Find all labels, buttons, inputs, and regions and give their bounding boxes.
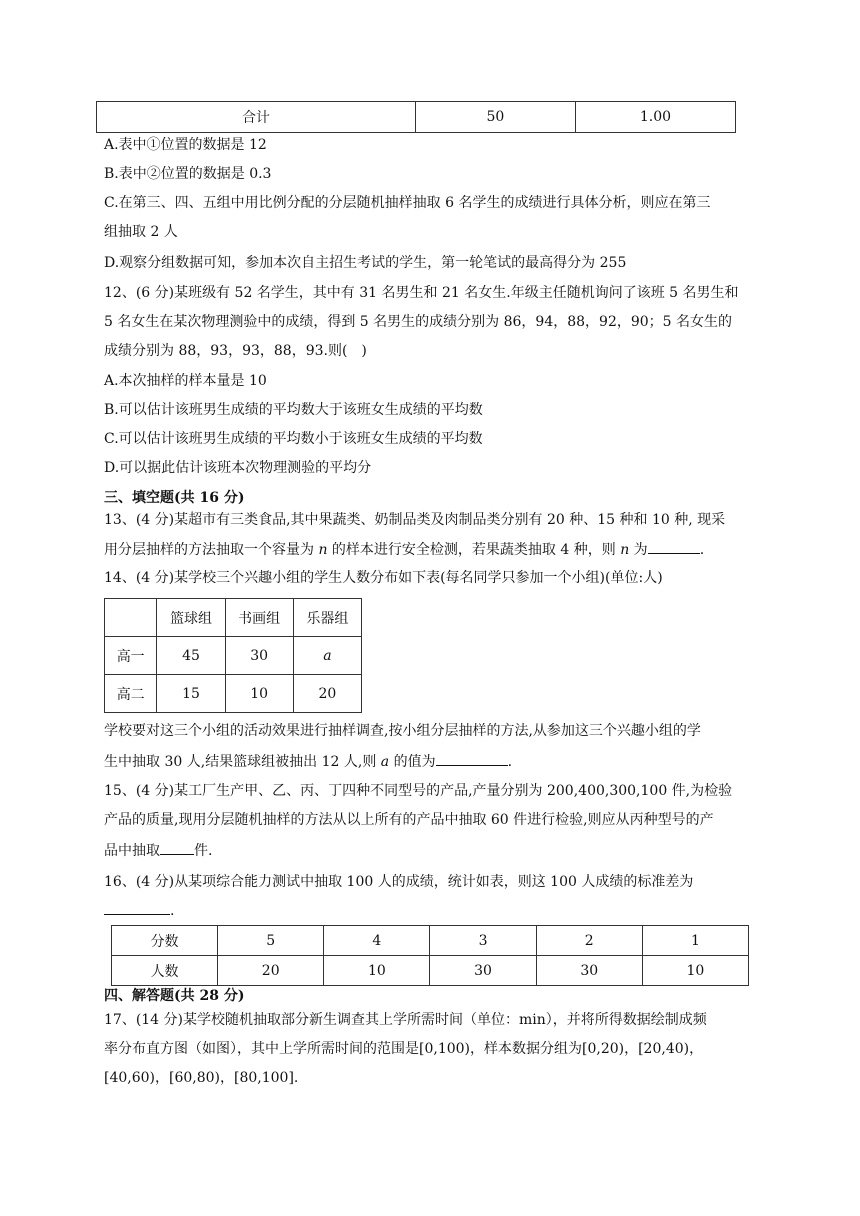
q12-stem-line-1: 12、(6 分)某班级有 52 名学生，其中有 31 名男生和 21 名女生.年级主任随机询问了该班 5 名男生和 (104, 285, 739, 301)
answer-blank (648, 539, 700, 554)
q14-after-line-2 (104, 751, 512, 772)
table-cell: 人数 (112, 956, 218, 986)
table-row (105, 637, 362, 675)
q11-option-a: A.表中①位置的数据是 12 (104, 137, 267, 153)
variable-n: n (318, 542, 328, 558)
table-cell: 20 (218, 956, 324, 986)
table-cell: 15 (157, 675, 225, 713)
q17-stem-line-2: 率分布直方图（如图），其中上学所需时间的范围是[0,100)，样本数据分组为[0,20)，[20,40)， (104, 1041, 704, 1057)
answer-blank (104, 900, 170, 915)
interest-group-table (104, 598, 362, 713)
table-row (105, 599, 362, 637)
table-cell: 3 (430, 926, 536, 956)
q12-option-d: D.可以据此估计该班本次物理测验的平均分 (104, 460, 372, 476)
q14-text-a: 生中抽取 30 人,结果篮球组被抽出 12 人,则 (104, 754, 381, 770)
summary-table (96, 101, 736, 133)
q15-stem-line-3 (104, 840, 212, 861)
q11-option-c: C.在第三、四、五组中用比例分配的分层随机抽样抽取 6 名学生的成绩进行具体分析，则应在第三 (104, 195, 711, 211)
q16-stem-line-1: 16、(4 分)从某项综合能力测试中抽取 100 人的成绩，统计如表，则这 100 人成绩的标准差为 (104, 874, 694, 890)
q13-text-c: 为 (629, 542, 648, 558)
q15-text-b: 件. (194, 843, 213, 859)
q17-stem-line-1: 17、(14 分)某学校随机抽取部分新生调查其上学所需时间（单位：min），并将所得数据绘制成频 (104, 1012, 707, 1028)
variable-n: n (620, 542, 630, 558)
q15-stem-line-2: 产品的质量,现用分层随机抽样的方法从以上所有的产品中抽取 60 件进行检验,则应从丙种型号的产 (104, 812, 714, 828)
table-cell: 1 (642, 926, 748, 956)
table-cell: 30 (225, 637, 293, 675)
q14-stem-line-1: 14、(4 分)某学校三个兴趣小组的学生人数分布如下表(每名同学只参加一个小组)(单位:人) (104, 570, 663, 586)
table-cell: 10 (642, 956, 748, 986)
table-header-cell: 书画组 (225, 599, 293, 637)
table-row (97, 102, 736, 133)
q15-stem-line-1: 15、(4 分)某工厂生产甲、乙、丙、丁四种不同型号的产品,产量分别为 200,400,300,100 件,为检验 (104, 783, 733, 799)
table-cell-variable-a: a (293, 637, 361, 675)
score-table (111, 925, 749, 986)
table-cell: 45 (157, 637, 225, 675)
variable-a: a (380, 754, 390, 770)
table-cell: 10 (225, 675, 293, 713)
answer-blank (160, 840, 194, 855)
q15-text-a: 品中抽取 (104, 843, 160, 859)
q13-text-a: 用分层抽样的方法抽取一个容量为 (104, 542, 319, 558)
table-cell: 2 (536, 926, 642, 956)
total-label-cell: 合计 (97, 102, 416, 133)
q13-end: . (699, 542, 705, 558)
table-header-cell: 乐器组 (293, 599, 361, 637)
q11-option-b: B.表中②位置的数据是 0.3 (104, 166, 272, 182)
table-header-cell: 篮球组 (157, 599, 225, 637)
table-cell: 30 (430, 956, 536, 986)
q14-after-line-1: 学校要对这三个小组的活动效果进行抽样调查,按小组分层抽样的方法,从参加这三个兴趣小组的学 (104, 723, 701, 739)
table-cell: 高一 (105, 637, 157, 675)
q13-text-b: 的样本进行安全检测，若果蔬类抽取 4 种，则 (327, 542, 621, 558)
q11-option-d: D.观察分组数据可知，参加本次自主招生考试的学生，第一轮笔试的最高得分为 255 (104, 255, 627, 271)
section-3-heading: 三、填空题(共 16 分) (104, 490, 245, 506)
table-cell: 分数 (112, 926, 218, 956)
q12-stem-line-3: 成绩分别为 88，93，93，88，93.则( ) (104, 343, 367, 359)
q12-option-c: C.可以估计该班男生成绩的平均数小于该班女生成绩的平均数 (104, 431, 483, 447)
table-header-cell (105, 599, 157, 637)
q13-stem-line-2 (104, 539, 704, 560)
q12-option-a: A.本次抽样的样本量是 10 (104, 373, 267, 389)
q12-option-b: B.可以估计该班男生成绩的平均数大于该班女生成绩的平均数 (104, 402, 483, 418)
q17-stem-line-3: [40,60)，[60,80)，[80,100]. (104, 1070, 299, 1086)
q14-end: . (507, 754, 513, 770)
table-cell: 5 (218, 926, 324, 956)
table-cell: 4 (324, 926, 430, 956)
table-cell: 20 (293, 675, 361, 713)
q14-text-b: 的值为 (389, 754, 436, 770)
section-4-heading: 四、解答题(共 28 分) (104, 988, 245, 1004)
total-frequency-cell: 1.00 (575, 102, 735, 133)
q16-stem-line-2 (104, 900, 174, 921)
q16-end: . (170, 903, 175, 919)
q13-stem-line-1: 13、(4 分)某超市有三类食品,其中果蔬类、奶制品类及肉制品类分别有 20 种、15 种和 10 种, 现采 (104, 512, 726, 528)
table-row (112, 956, 749, 986)
table-row (112, 926, 749, 956)
table-row (105, 675, 362, 713)
answer-blank (436, 751, 508, 766)
q12-stem-line-2: 5 名女生在某次物理测验中的成绩，得到 5 名男生的成绩分别为 86，94，88，92，90；5 名女生的 (104, 314, 733, 330)
total-count-cell: 50 (415, 102, 575, 133)
q11-option-c-cont: 组抽取 2 人 (104, 224, 178, 240)
table-cell: 30 (536, 956, 642, 986)
table-cell: 高二 (105, 675, 157, 713)
table-cell: 10 (324, 956, 430, 986)
